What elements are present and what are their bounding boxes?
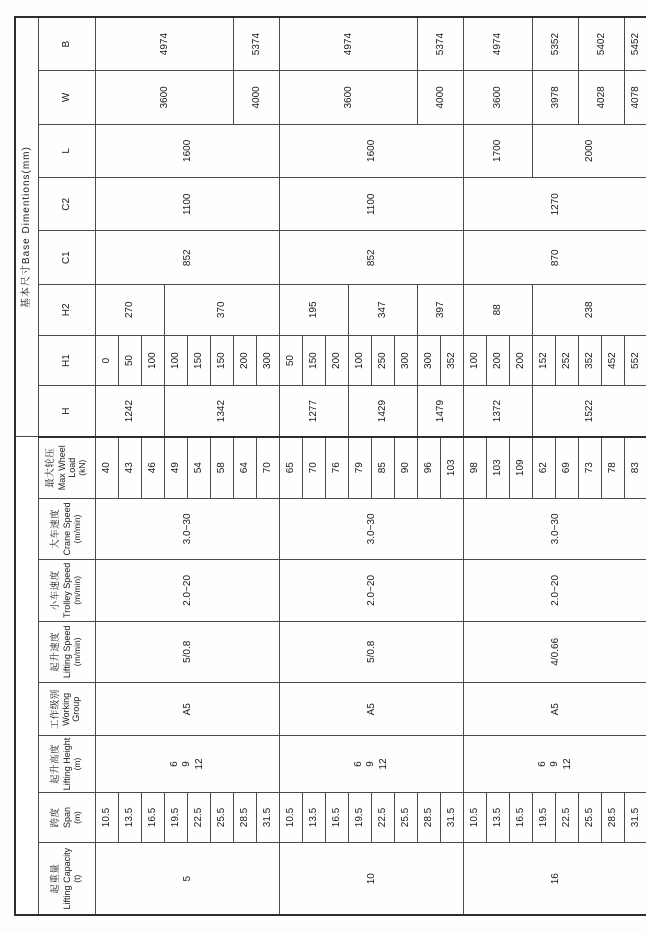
cell-h1: 150 <box>211 335 234 386</box>
cell-max-wheel-load: 76 <box>326 437 349 498</box>
cell-h1: 452 <box>602 335 625 386</box>
header-h2: H2 <box>39 284 96 335</box>
header-h1: H1 <box>39 335 96 386</box>
table-row <box>280 17 303 915</box>
cell-c1: 852 <box>96 231 280 284</box>
cell-lift-height: 6 9 12 <box>280 736 464 792</box>
cell-h1: 50 <box>280 335 303 386</box>
header-working-group-en: Working Group <box>61 692 82 726</box>
header-lift-height-unit: (m) <box>72 757 83 771</box>
header-working-group <box>39 683 96 736</box>
cell-h1: 150 <box>303 335 326 386</box>
header-lifting-speed <box>39 621 96 682</box>
cell-w: 4000 <box>234 71 280 124</box>
cell-span: 16.5 <box>326 792 349 843</box>
cell-h1: 300 <box>257 335 280 386</box>
cell-w: 3600 <box>464 71 533 124</box>
cell-b: 4974 <box>464 17 533 71</box>
cell-h: 1479 <box>418 386 464 437</box>
cell-h1: 352 <box>441 335 464 386</box>
cell-h1: 100 <box>464 335 487 386</box>
cell-max-wheel-load: 46 <box>142 437 165 498</box>
cell-span: 13.5 <box>487 792 510 843</box>
header-crane-speed <box>39 498 96 559</box>
cell-working-group: A5 <box>96 683 280 736</box>
cell-c1: 852 <box>280 231 464 284</box>
cell-h1: 200 <box>234 335 257 386</box>
header-capacity-unit: (t) <box>72 874 83 883</box>
crane-specification-table <box>14 16 646 916</box>
cell-max-wheel-load: 62 <box>533 437 556 498</box>
table-body <box>96 17 646 915</box>
cell-span: 13.5 <box>119 792 142 843</box>
cell-capacity: 10 <box>280 843 464 915</box>
table-head <box>15 17 96 915</box>
cell-b: 5374 <box>234 17 280 71</box>
cell-max-wheel-load: 70 <box>303 437 326 498</box>
cell-h1: 0 <box>96 335 119 386</box>
header-capacity-en: Lifting Capacity <box>61 847 72 910</box>
header-capacity <box>39 843 96 915</box>
cell-span: 10.5 <box>96 792 119 843</box>
column-header-row <box>39 17 96 915</box>
header-max-wheel-load-unit: (kN) <box>77 459 88 476</box>
header-lift-height-en: Lifting Height <box>61 737 72 791</box>
cell-h2: 370 <box>165 284 280 335</box>
cell-crane-speed: 3.0~30 <box>280 498 464 559</box>
cell-h1: 300 <box>395 335 418 386</box>
cell-max-wheel-load: 69 <box>556 437 579 498</box>
cell-l: 1600 <box>96 124 280 177</box>
header-working-group-cn: 工作级别 <box>49 689 61 730</box>
cell-max-wheel-load: 98 <box>464 437 487 498</box>
cell-max-wheel-load: 43 <box>119 437 142 498</box>
cell-c2: 1100 <box>280 178 464 231</box>
cell-h: 1242 <box>96 386 165 437</box>
header-span-unit: (m) <box>72 811 83 824</box>
cell-crane-speed: 3.0~30 <box>464 498 646 559</box>
cell-w: 4028 <box>579 71 625 124</box>
cell-w: 3600 <box>96 71 234 124</box>
cell-b: 4974 <box>280 17 418 71</box>
cell-span: 13.5 <box>303 792 326 843</box>
table-row <box>96 17 119 915</box>
cell-span: 19.5 <box>349 792 372 843</box>
header-max-wheel-load-cn: 最大轮压 <box>45 447 57 488</box>
cell-lifting-speed: 5/0.8 <box>96 621 280 682</box>
cell-l: 1700 <box>464 124 533 177</box>
cell-h: 1372 <box>464 386 533 437</box>
header-c1: C1 <box>39 231 96 284</box>
cell-l: 1600 <box>280 124 464 177</box>
header-lifting-speed-cn: 起升速度 <box>50 631 62 672</box>
cell-lifting-speed: 5/0.8 <box>280 621 464 682</box>
cell-span: 10.5 <box>464 792 487 843</box>
cell-c2: 1100 <box>96 178 280 231</box>
cell-span: 22.5 <box>188 792 211 843</box>
header-c2: C2 <box>39 178 96 231</box>
cell-h1: 100 <box>165 335 188 386</box>
header-trolley-speed-en: Trolley Speed <box>61 562 72 618</box>
cell-h1: 50 <box>119 335 142 386</box>
header-capacity-cn: 起重量 <box>50 863 62 894</box>
cell-h2: 238 <box>533 284 646 335</box>
header-crane-speed-unit: (m/min) <box>72 514 83 544</box>
header-span-cn: 跨度 <box>50 807 62 828</box>
cell-b: 5402 <box>579 17 625 71</box>
cell-h: 1522 <box>533 386 646 437</box>
cell-span: 16.5 <box>142 792 165 843</box>
header-lifting-speed-en: Lifting Speed <box>61 625 72 679</box>
cell-h1: 200 <box>510 335 533 386</box>
cell-span: 25.5 <box>579 792 602 843</box>
header-lift-height-cn: 起升高度 <box>50 744 62 785</box>
cell-lift-height: 6 9 12 <box>464 736 646 792</box>
cell-max-wheel-load: 64 <box>234 437 257 498</box>
cell-lift-height: 6 9 12 <box>96 736 280 792</box>
cell-l: 2000 <box>533 124 646 177</box>
cell-h1: 150 <box>188 335 211 386</box>
header-span <box>39 792 96 843</box>
cell-max-wheel-load: 79 <box>349 437 372 498</box>
cell-max-wheel-load: 78 <box>602 437 625 498</box>
cell-max-wheel-load: 65 <box>280 437 303 498</box>
cell-max-wheel-load: 83 <box>625 437 646 498</box>
cell-max-wheel-load: 90 <box>395 437 418 498</box>
cell-max-wheel-load: 54 <box>188 437 211 498</box>
cell-max-wheel-load: 70 <box>257 437 280 498</box>
cell-trolley-speed: 2.0~20 <box>280 560 464 621</box>
cell-max-wheel-load: 109 <box>510 437 533 498</box>
cell-h1: 252 <box>556 335 579 386</box>
cell-working-group: A5 <box>280 683 464 736</box>
cell-span: 22.5 <box>556 792 579 843</box>
cell-crane-speed: 3.0~30 <box>96 498 280 559</box>
cell-span: 19.5 <box>533 792 556 843</box>
header-trolley-speed <box>39 560 96 621</box>
cell-span: 28.5 <box>234 792 257 843</box>
cell-max-wheel-load: 85 <box>372 437 395 498</box>
cell-span: 31.5 <box>441 792 464 843</box>
cell-capacity: 16 <box>464 843 646 915</box>
cell-lifting-speed: 4/0.66 <box>464 621 646 682</box>
header-crane-speed-cn: 大车速度 <box>50 508 62 549</box>
cell-h: 1342 <box>165 386 280 437</box>
cell-max-wheel-load: 103 <box>441 437 464 498</box>
header-w: W <box>39 71 96 124</box>
cell-h1: 200 <box>326 335 349 386</box>
header-max-wheel-load-en: Max Wheel Load <box>56 445 77 491</box>
cell-b: 5352 <box>533 17 579 71</box>
cell-span: 16.5 <box>510 792 533 843</box>
cell-trolley-speed: 2.0~20 <box>96 560 280 621</box>
cell-span: 31.5 <box>257 792 280 843</box>
header-l: L <box>39 124 96 177</box>
cell-h1: 552 <box>625 335 646 386</box>
cell-h2: 347 <box>349 284 418 335</box>
cell-max-wheel-load: 96 <box>418 437 441 498</box>
cell-w: 3600 <box>280 71 418 124</box>
cell-w: 3978 <box>533 71 579 124</box>
cell-b: 4974 <box>96 17 234 71</box>
header-max-wheel-load <box>39 437 96 498</box>
cell-trolley-speed: 2.0~20 <box>464 560 646 621</box>
cell-working-group: A5 <box>464 683 646 736</box>
cell-h1: 300 <box>418 335 441 386</box>
cell-max-wheel-load: 58 <box>211 437 234 498</box>
cell-span: 31.5 <box>625 792 646 843</box>
cell-h: 1429 <box>349 386 418 437</box>
group-title-row <box>15 17 39 915</box>
header-trolley-speed-unit: (m/min) <box>72 575 83 605</box>
cell-capacity: 5 <box>96 843 280 915</box>
cell-span: 10.5 <box>280 792 303 843</box>
table-row <box>464 17 487 915</box>
cell-h1: 200 <box>487 335 510 386</box>
cell-h2: 88 <box>464 284 533 335</box>
header-crane-speed-en: Crane Speed <box>61 502 72 556</box>
cell-span: 28.5 <box>418 792 441 843</box>
cell-b: 5452 <box>625 17 646 71</box>
cell-h: 1277 <box>280 386 349 437</box>
cell-max-wheel-load: 49 <box>165 437 188 498</box>
cell-w: 4078 <box>625 71 646 124</box>
cell-h1: 100 <box>349 335 372 386</box>
cell-c1: 870 <box>464 231 646 284</box>
cell-max-wheel-load: 103 <box>487 437 510 498</box>
header-span-en: Span <box>61 806 72 828</box>
cell-h1: 352 <box>579 335 602 386</box>
cell-span: 25.5 <box>395 792 418 843</box>
header-trolley-speed-cn: 小车速度 <box>50 570 62 611</box>
cell-h2: 397 <box>418 284 464 335</box>
header-b: B <box>39 17 96 71</box>
cell-max-wheel-load: 73 <box>579 437 602 498</box>
cell-h1: 100 <box>142 335 165 386</box>
cell-c2: 1270 <box>464 178 646 231</box>
cell-span: 28.5 <box>602 792 625 843</box>
cell-w: 4000 <box>418 71 464 124</box>
header-lifting-speed-unit: (m/min) <box>72 637 83 667</box>
header-h: H <box>39 386 96 437</box>
cell-h1: 250 <box>372 335 395 386</box>
cell-b: 5374 <box>418 17 464 71</box>
cell-h2: 195 <box>280 284 349 335</box>
cell-max-wheel-load: 40 <box>96 437 119 498</box>
header-lift-height <box>39 736 96 792</box>
cell-span: 19.5 <box>165 792 188 843</box>
base-dimensions-group-title: 基本尺寸Base Dimentions(mm) <box>15 17 39 437</box>
cell-span: 22.5 <box>372 792 395 843</box>
cell-h1: 152 <box>533 335 556 386</box>
cell-h2: 270 <box>96 284 165 335</box>
cell-span: 25.5 <box>211 792 234 843</box>
